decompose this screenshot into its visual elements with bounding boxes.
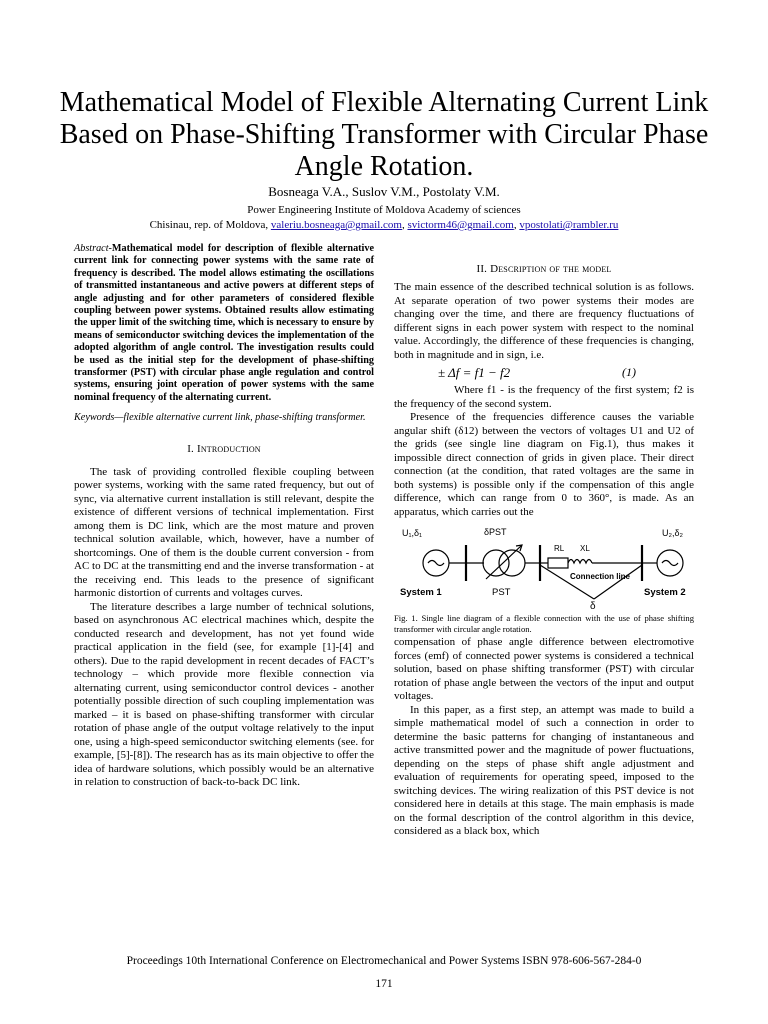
email-link-2[interactable]: svictorm46@gmail.com	[407, 219, 514, 231]
dpst-label: δPST	[484, 527, 507, 537]
model-where-paragraph: Where f1 - is the frequency of the first system; f2 is the frequency of the second system.	[394, 384, 694, 410]
system1-sine-icon	[428, 561, 444, 566]
figure-1-diagram	[394, 523, 694, 611]
connection-line-label: Connection line	[570, 572, 630, 581]
page-number: 171	[375, 978, 393, 990]
u2-label: U₂,δ₂	[662, 528, 683, 538]
line-inductor	[568, 560, 592, 564]
system1-label: System 1	[400, 587, 442, 598]
rl-label: RL	[554, 544, 565, 553]
u1-label: U₁,δ₁	[402, 528, 423, 538]
xl-label: XL	[580, 544, 590, 553]
equation-1	[438, 365, 694, 382]
system2-sine-icon	[662, 561, 678, 566]
paper-title: Mathematical Model of Flexible Alternating Current Link Based on Phase-Shifting Transformer with Circular Phase Angle Rotation.	[59, 87, 709, 182]
email-link-1[interactable]: valeriu.bosneaga@gmail.com	[270, 219, 402, 231]
email-link-3[interactable]: vpostolati@rambler.ru	[519, 219, 619, 231]
left-column	[74, 243, 374, 790]
pst-winding-1	[483, 550, 509, 576]
model-paragraph-1: The main essence of the described technical solution is as follows. At separate operation of two power systems their modes are changing over the time, and there are frequency fluctuations of different signs in each power system with respect to the nominal value. Accordingly, the difference of these frequencies is changing, both in magnitude and in sign, i.e.	[394, 281, 694, 361]
keywords-line: Keywords—flexible alternative current link, phase-shifting transformer.	[74, 412, 366, 424]
abstract-text: Mathematical model for description of flexible alternative current link for connecting power systems with the same rate of frequency is described. The model allows estimating the oscillations of transmitted instantaneous and active powers at different steps of angle adjusting and for other parameters of considered flexible coupling between power systems. Obtained results allow estimating the upper limit of the switching time, which is necessary to ensure by means of semiconductor switching devices the implementation of the adopted algorithm of angle control. The investigation results could be used as the initial step for the development of phase-shifting transformer (PST) with circular phase angle regulation and control systems, ensuring joint operation of power systems with the same nominal frequency of the alternating current.	[74, 243, 374, 403]
delta-label: δ	[590, 601, 596, 611]
delta-line-right	[594, 565, 642, 599]
abstract-paragraph	[74, 243, 374, 404]
affiliation-line: Power Engineering Institute of Moldova Academy of sciences	[247, 204, 521, 216]
intro-paragraph-1: The task of providing controlled flexible coupling between power systems, working with the same rated frequency, but out of sync, via alternative current installation is still relevant, despite the existence of different versions of technical implementation. First among them is DC link, which are the most mature and proven technical solution available, which, however, have a number of shortcomings. One of them is the double current conversion - from AC to DC at the transmitting end and the inverse transformation - at the receiving end. This leads to the presence of significant harmonic distortion of currents and voltages curves.	[74, 465, 374, 600]
model-paragraph-2: Presence of the frequencies difference causes the variable angular shift (δ12) between the vectors of voltages U1 and U2 of the grids (see single line diagram on Fig.1), thus makes it impossible direct connection of grids in given place. Their direct connection (at the condition, that rated voltages are the same in both systems) is possible only if the compensation of this angle difference, which can range from 0 to 360°, is made. As an apparatus, which carries out the	[394, 411, 694, 518]
equation-number: (1)	[622, 365, 636, 379]
location-line: Chisinau, rep. of Moldova, valeriu.bosneaga@gmail.com, svictorm46@gmail.com, vpostolati@rambler.ru	[149, 219, 619, 231]
delta-line-left	[540, 565, 594, 599]
model-paragraph-4: In this paper, as a first step, an attempt was made to build a simple mathematical model of such a connection in order to determine the basic patterns for changing of instantaneous and active transmitted power and the magnitude of power fluctuations, depending on the steps of phase shift angle adjustment and evaluation of requirements for operating speed, imposed to the switching devices. The wiring realization of this PST device is not considered here in details at this stage. The main emphasis is made on the formal description of the control algorithm in this device, considered as a black box, which	[394, 703, 694, 838]
authors-line: Bosneaga V.A., Suslov V.M., Postolaty V.M.	[268, 184, 500, 199]
single-line-diagram	[394, 523, 694, 611]
system2-label: System 2	[644, 587, 686, 598]
proceedings-footer: Proceedings 10th International Conference on Electromechanical and Power Systems ISBN 978-606-567-284-0	[126, 955, 642, 967]
model-paragraph-3: compensation of phase angle difference between electromotive forces (emf) of connected power systems is considered a technical solution, based on phase shifting transformer (PST) with circular rotation of phase angle between the vectors of the input and output voltages.	[394, 636, 694, 703]
intro-paragraph-2: The literature describes a large number of technical solutions, based on asynchronous AC electrical machines which, despite the conducted research and development, has not yet found wide practical application in the field (see, for example [1]-[4] and others). Due to the rapid development in recent decades of FACT’s technology – which provide more flexible connection via alternating current, using semiconductor control devices - another potentially possible direction of such coupling implementation was marked – it is based on phase-shifting transformer with circular rotation of phase angle of the output voltage relatively to the input one, using a high-speed semiconductor switching elements (see. for example, [5]-[8]). The research has as its main objective to offer the idea of hardware solutions, which possibly would be an alternative in relation to construction of back-to-back DC link.	[74, 600, 374, 789]
abstract-label: Abstract-	[74, 243, 112, 254]
intro-heading: I. Introduction	[187, 442, 261, 455]
equation-text: ± Δf = f1 − f2	[438, 365, 511, 380]
model-heading: II. Description of the model	[476, 263, 612, 275]
pst-label: PST	[492, 587, 511, 598]
right-column	[394, 262, 694, 839]
location-prefix: Chisinau, rep. of Moldova,	[149, 219, 271, 231]
figure-1-caption: Fig. 1. Single line diagram of a flexible connection with the use of phase shifting transformer with circular angle rotation.	[394, 613, 694, 634]
line-resistor	[548, 558, 568, 568]
